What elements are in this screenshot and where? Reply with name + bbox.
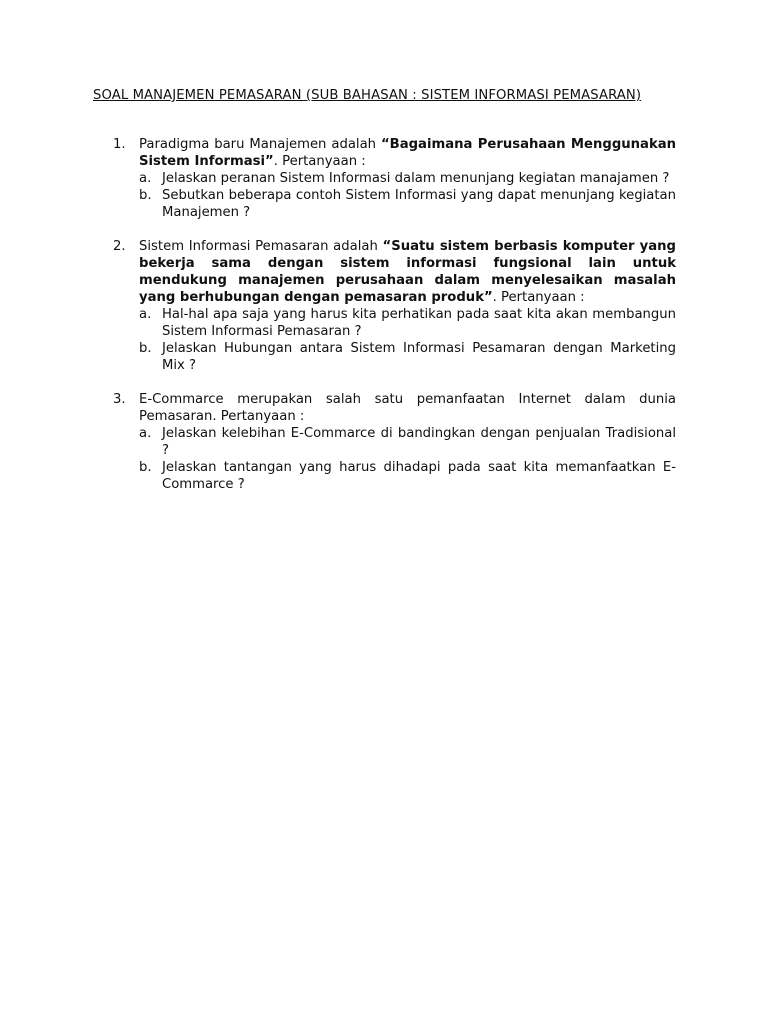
subquestion-letter: a. — [139, 307, 152, 322]
subquestion-list — [139, 306, 676, 374]
question-prompt: . Pertanyaan : — [492, 290, 585, 305]
subquestion-text: Jelaskan kelebihan E-Commarce di bandingkan dengan penjualan Tradisional ? — [162, 426, 676, 458]
question-definition: “Suatu sistem berbasis komputer yang bekerja sama dengan sistem informasi fungsional lain untuk mendukung manajemen perusahaan dalam menyelesaikan masalah yang berhubungan dengan pemasaran produk” — [139, 239, 676, 305]
question-intro: Sistem Informasi Pemasaran adalah — [139, 239, 383, 254]
subquestion-item — [139, 187, 676, 221]
question-intro: E-Commarce merupakan salah satu pemanfaatan Internet dalam dunia Pemasaran. Pertanyaan : — [139, 392, 676, 424]
question-list — [113, 136, 676, 510]
subquestion-list — [139, 425, 676, 493]
question-text — [139, 136, 676, 170]
question-definition: “Bagaimana Perusahaan Menggunakan Sistem Informasi” — [139, 137, 676, 169]
question-text — [139, 238, 676, 306]
subquestion-text: Jelaskan Hubungan antara Sistem Informasi Pesamaran dengan Marketing Mix ? — [162, 341, 676, 373]
question-intro: Paradigma baru Manajemen adalah — [139, 137, 381, 152]
subquestion-letter: a. — [139, 426, 152, 441]
question-text — [139, 391, 676, 425]
subquestion-letter: b. — [139, 188, 152, 203]
subquestion-item — [139, 459, 676, 493]
subquestion-list — [139, 170, 676, 221]
subquestion-item — [139, 425, 676, 459]
question-item — [113, 391, 676, 493]
subquestion-letter: b. — [139, 341, 152, 356]
subquestion-text: Sebutkan beberapa contoh Sistem Informasi yang dapat menunjang kegiatan Manajemen ? — [162, 188, 676, 220]
question-number: 3. — [113, 392, 126, 407]
subquestion-item — [139, 340, 676, 374]
question-item — [113, 136, 676, 221]
subquestion-text: Jelaskan tantangan yang harus dihadapi pada saat kita memanfaatkan E-Commarce ? — [162, 460, 676, 492]
question-number: 2. — [113, 239, 126, 254]
subquestion-item — [139, 306, 676, 340]
question-item — [113, 238, 676, 374]
subquestion-text: Jelaskan peranan Sistem Informasi dalam menunjang kegiatan manajamen ? — [162, 171, 670, 186]
document-title: SOAL MANAJEMEN PEMASARAN (SUB BAHASAN : SISTEM INFORMASI PEMASARAN) — [93, 88, 642, 103]
subquestion-item — [139, 170, 676, 187]
subquestion-letter: b. — [139, 460, 152, 475]
question-number: 1. — [113, 137, 126, 152]
question-prompt: . Pertanyaan : — [273, 154, 366, 169]
subquestion-letter: a. — [139, 171, 152, 186]
subquestion-text: Hal-hal apa saja yang harus kita perhatikan pada saat kita akan membangun Sistem Informasi Pemasaran ? — [162, 307, 676, 339]
